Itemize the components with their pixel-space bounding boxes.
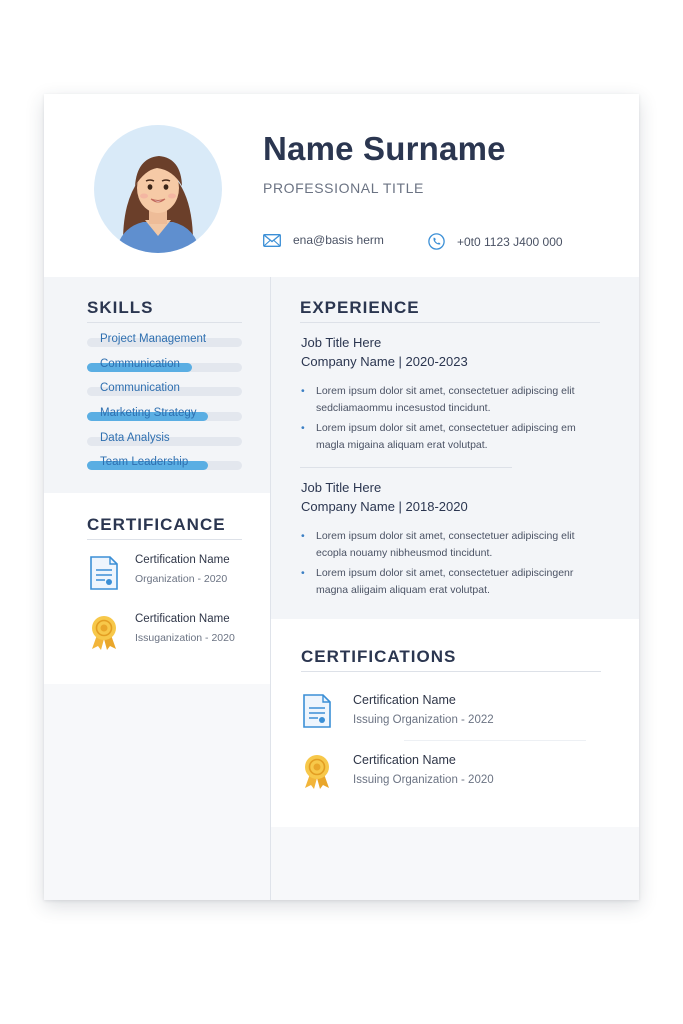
job-company-1: Company Name | 2020-2023 xyxy=(301,354,468,369)
cert-name-1: Certification Name xyxy=(353,693,456,707)
full-name: Name Surname xyxy=(263,130,506,167)
right-column-filler xyxy=(271,827,639,900)
job-company-2: Company Name | 2018-2020 xyxy=(301,499,468,514)
skill-item xyxy=(87,456,242,470)
document-icon xyxy=(89,556,119,595)
resume-sheet xyxy=(44,94,639,900)
skill-label: Data Analysis xyxy=(100,432,170,444)
professional-title: PROFESSIONAL TITLE xyxy=(263,180,424,196)
skills-heading: SKILLS xyxy=(87,298,154,317)
job-title-2: Job Title Here xyxy=(301,480,382,495)
skill-item xyxy=(87,407,242,421)
left-cert-org-2: Issuganization - 2020 xyxy=(135,632,235,644)
column-divider xyxy=(270,277,271,900)
certificate-heading: CERTIFICANCE xyxy=(87,515,226,534)
job-1-bullet-1: • Lorem ipsum dolor sit amet, consectetuer adipiscing elit sedcliamaommu incesustod tincidunt. xyxy=(301,385,575,414)
job-2-bullet-1: • Lorem ipsum dolor sit amet, consectetuer adipiscing elit ecopla nouamy nibheusmod tincidunt. xyxy=(301,530,575,559)
skill-item xyxy=(87,432,242,446)
job-1-bullet-2: • Lorem ipsum dolor sit amet, consectetuer adipiscing em magla migaina aliquam erat volutpat. xyxy=(301,422,576,451)
award-ribbon-icon xyxy=(89,615,119,656)
job-title-1: Job Title Here xyxy=(301,335,382,350)
avatar xyxy=(93,124,223,254)
phone-text: +0t0 1123 J400 000 xyxy=(457,234,563,249)
skill-item xyxy=(87,382,242,396)
envelope-icon xyxy=(263,234,281,247)
skill-item xyxy=(87,333,242,347)
experience-rule xyxy=(300,322,600,323)
skill-item xyxy=(87,358,242,372)
certificate-rule xyxy=(87,539,242,540)
skill-label: Communication xyxy=(100,358,180,370)
woman-avatar-icon xyxy=(93,124,223,254)
cert-org-1: Issuing Organization - 2022 xyxy=(353,714,494,726)
award-ribbon-icon xyxy=(302,754,332,795)
experience-separator xyxy=(300,467,512,468)
skill-label: Project Management xyxy=(100,333,207,345)
left-cert-name-2: Certification Name xyxy=(135,613,230,625)
skills-rule xyxy=(87,322,242,323)
certifications-heading: CERTIFICATIONS xyxy=(301,647,457,666)
skill-label: Communication xyxy=(100,382,180,394)
left-cert-org-1: Organization - 2020 xyxy=(135,573,228,585)
skill-label: Marketing Strategy xyxy=(100,407,197,419)
resume-header xyxy=(44,94,639,277)
cert-org-2: Issuing Organization - 2020 xyxy=(353,774,494,786)
left-column-filler xyxy=(44,684,270,900)
phone-contact[interactable] xyxy=(428,233,563,250)
email-contact[interactable] xyxy=(263,233,384,247)
skill-label: Team Leadership xyxy=(100,456,189,468)
certifications-rule xyxy=(301,671,601,672)
cert-name-2: Certification Name xyxy=(353,753,456,767)
email-text: ena@basis herm xyxy=(293,233,384,247)
experience-heading: EXPERIENCE xyxy=(300,298,420,317)
job-2-bullet-2: • Lorem ipsum dolor sit amet, consectetuer adipiscingenr magna aliigaim aliquam erat volutpat. xyxy=(301,567,574,596)
left-cert-name-1: Certification Name xyxy=(135,554,230,566)
phone-icon xyxy=(428,233,445,250)
document-icon xyxy=(302,694,332,733)
cert-separator xyxy=(404,740,586,741)
